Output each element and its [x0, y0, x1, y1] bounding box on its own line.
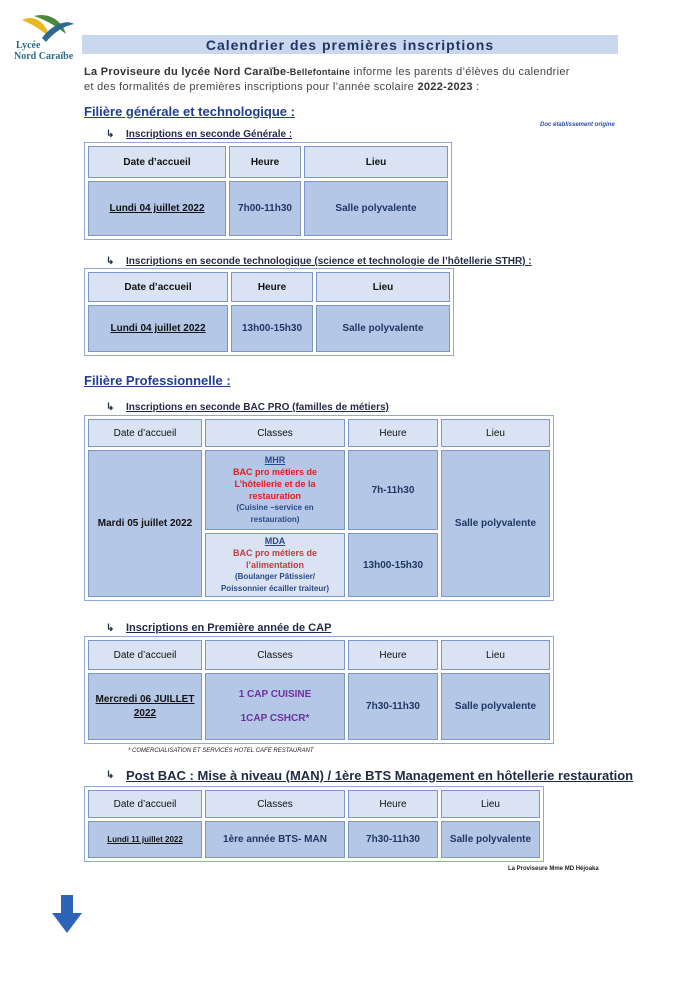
cell-lieu: Salle polyvalente: [441, 450, 550, 597]
subheading-t3: [106, 402, 389, 413]
header-heure: Heure: [348, 640, 438, 670]
subheading-t1-text: Inscriptions en seconde Générale :: [126, 129, 293, 140]
cell-class-mhr: MHR BAC pro métiers de L’hôtellerie et de la restauration (Cuisine –service en restauration): [205, 450, 345, 530]
intro-line2b: :: [472, 81, 480, 93]
table-seconde-generale: [84, 142, 452, 240]
intro-part2: -Bellefontaine: [286, 67, 351, 77]
cell-date: Lundi 04 juillet 2022: [88, 305, 228, 352]
header-heure: Heure: [229, 146, 301, 178]
header-date: Date d’accueil: [88, 419, 202, 447]
bullet-arrow-icon: ↳: [106, 622, 115, 634]
section-heading-generale: Filière générale et technologique :: [84, 104, 295, 119]
bullet-arrow-icon: ↳: [106, 129, 115, 140]
cell-class-mda: MDA BAC pro métiers de l’alimentation (Boulanger Pâtissier/ Poissonnier écailler traiteur): [205, 533, 345, 597]
header-classes: Classes: [205, 640, 345, 670]
intro-year: 2022-2023: [417, 81, 473, 93]
subheading-t5: [106, 768, 633, 783]
header-lieu: Lieu: [316, 272, 450, 302]
title-bar: [82, 35, 618, 54]
cell-classe: 1ère année BTS- MAN: [205, 821, 345, 858]
section-heading-pro: Filière Professionnelle :: [84, 373, 231, 388]
bullet-arrow-icon: ↳: [106, 402, 115, 413]
footnote: * COMERCIALISATION ET SERVICES HOTEL CAFE RESTAURANT: [128, 748, 314, 754]
signature: La Proviseure Mme MD Héjoaka: [508, 866, 599, 872]
cell-date: Mardi 05 juillet 2022: [88, 450, 202, 597]
down-arrow-icon: [52, 895, 82, 933]
cell-lieu: Salle polyvalente: [316, 305, 450, 352]
subheading-t3-text: Inscriptions en seconde BAC PRO (familles de métiers): [126, 402, 389, 413]
header-heure: Heure: [348, 790, 438, 818]
subheading-t1: [106, 129, 292, 140]
doc-note: Doc établissement origine: [540, 122, 615, 128]
table-cap: [84, 636, 554, 744]
header-date: Date d’accueil: [88, 790, 202, 818]
table-bac-pro: [84, 415, 554, 601]
logo-text-line2: Nord Caraïbe: [14, 51, 74, 62]
table-seconde-techno: [84, 268, 454, 356]
cell-heure-mhr: 7h-11h30: [348, 450, 438, 530]
header-date: Date d’accueil: [88, 146, 226, 178]
cell-date: Mercredi 06 JUILLET 2022: [88, 673, 202, 740]
cell-classes: 1 CAP CUISINE 1CAP CSHCR*: [205, 673, 345, 740]
header-lieu: Lieu: [441, 640, 550, 670]
cell-heure: 13h00-15h30: [231, 305, 313, 352]
intro-paragraph: [84, 65, 624, 95]
logo-text-line1: Lycée: [16, 40, 41, 51]
cell-heure: 7h30-11h30: [348, 673, 438, 740]
table-post-bac: [84, 786, 544, 862]
cell-lieu: Salle polyvalente: [441, 673, 550, 740]
header-lieu: Lieu: [441, 790, 540, 818]
subheading-t2-text: Inscriptions en seconde technologique (science et technologie de l’hôtellerie STHR) :: [126, 256, 532, 267]
header-date: Date d’accueil: [88, 640, 202, 670]
page-title: Calendrier des premières inscriptions: [205, 36, 495, 53]
header-date: Date d’accueil: [88, 272, 228, 302]
intro-part1: La Proviseure du lycée Nord Caraïbe: [84, 66, 287, 78]
bullet-arrow-icon: ↳: [106, 256, 115, 267]
subheading-t4: [106, 622, 331, 634]
header-heure: Heure: [231, 272, 313, 302]
cell-date: Lundi 04 juillet 2022: [88, 181, 226, 236]
header-heure: Heure: [348, 419, 438, 447]
cell-heure: 7h30-11h30: [348, 821, 438, 858]
cell-heure: 7h00-11h30: [229, 181, 301, 236]
cell-date: Lundi 11 juillet 2022: [88, 821, 202, 858]
header-classes: Classes: [205, 419, 345, 447]
header-lieu: Lieu: [441, 419, 550, 447]
subheading-t4-text: Inscriptions en Première année de CAP: [126, 622, 332, 634]
cell-lieu: Salle polyvalente: [441, 821, 540, 858]
header-lieu: Lieu: [304, 146, 448, 178]
subheading-t5-text: Post BAC : Mise à niveau (MAN) / 1ère BTS Management en hôtellerie restauration: [126, 768, 634, 783]
bullet-arrow-icon: ↳: [106, 770, 115, 781]
intro-line2a: et des formalités de premières inscriptions pour l’année scolaire: [84, 81, 418, 93]
header-classes: Classes: [205, 790, 345, 818]
cell-heure-mda: 13h00-15h30: [348, 533, 438, 597]
intro-part3: informe les parents d’élèves du calendrier: [350, 66, 570, 78]
cell-lieu: Salle polyvalente: [304, 181, 448, 236]
subheading-t2: [106, 256, 532, 267]
